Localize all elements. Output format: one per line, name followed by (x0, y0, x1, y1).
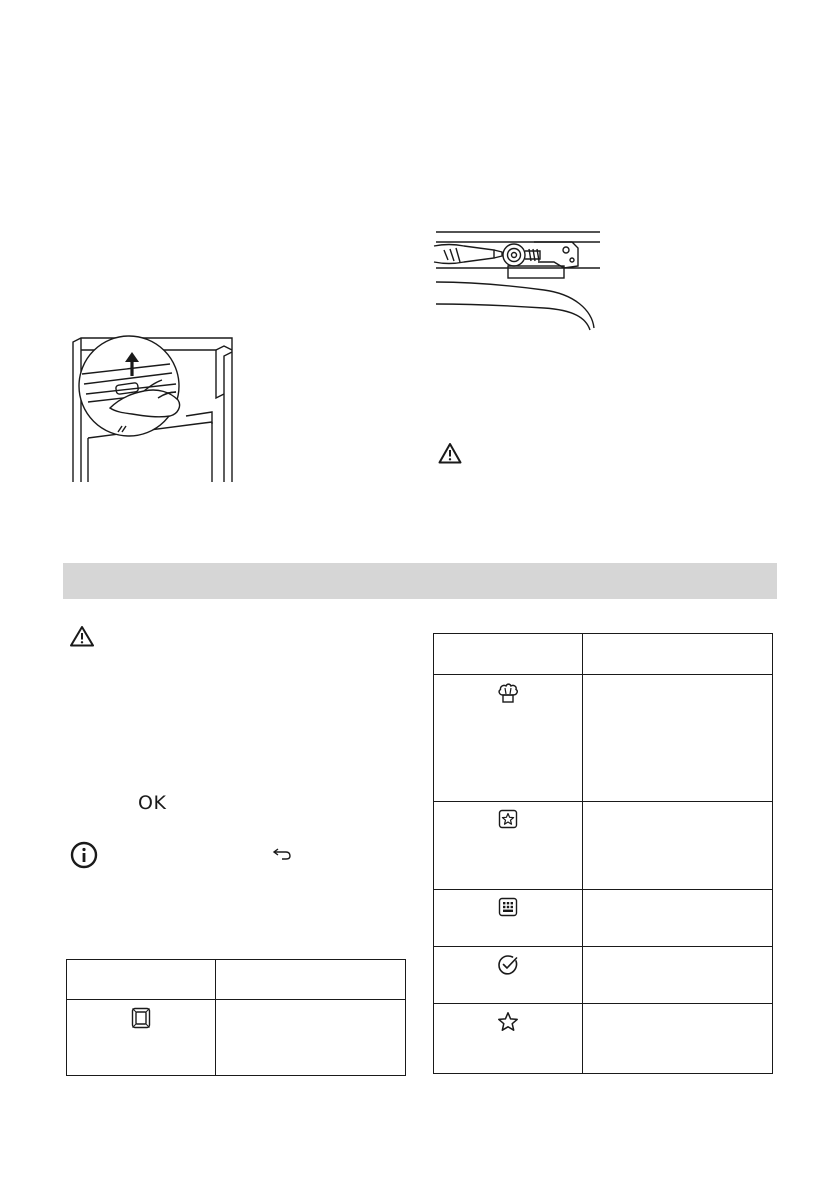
keypad-grid-icon (498, 897, 518, 917)
table-row (434, 947, 773, 1004)
table-cell (583, 1004, 773, 1074)
square-frame-icon (131, 1007, 151, 1029)
table-row (434, 675, 773, 802)
table-cell (583, 947, 773, 1004)
table-row (434, 890, 773, 947)
table-cell (434, 890, 583, 947)
door-handle-illustration (66, 328, 242, 484)
table-header-cell (583, 634, 773, 675)
section-header-bar (63, 563, 777, 599)
table-cell (434, 947, 583, 1004)
table-header-cell (67, 960, 216, 1000)
table-cell (216, 1000, 406, 1076)
table-cell (434, 675, 583, 802)
function-table-left (66, 959, 406, 1076)
table-row (67, 1000, 406, 1076)
table-header-cell (434, 634, 583, 675)
star-in-square-icon (498, 809, 518, 829)
table-cell (434, 802, 583, 890)
ok-button-label: OK (138, 792, 167, 814)
table-header-row (434, 634, 773, 675)
check-circle-icon (497, 954, 519, 976)
table-cell (583, 890, 773, 947)
table-row (434, 1004, 773, 1074)
star-outline-icon (497, 1011, 519, 1033)
table-cell (67, 1000, 216, 1076)
function-table-right (433, 633, 773, 1074)
table-cell (434, 1004, 583, 1074)
back-arrow-icon (272, 846, 292, 862)
warning-triangle-icon (69, 625, 95, 647)
table-row (434, 802, 773, 890)
screwdriver-hinge-illustration (434, 220, 604, 336)
info-circle-icon (70, 841, 98, 869)
chef-hat-icon (497, 682, 519, 704)
warning-triangle-icon (438, 442, 462, 464)
table-header-row (67, 960, 406, 1000)
table-cell (583, 675, 773, 802)
table-cell (583, 802, 773, 890)
table-header-cell (216, 960, 406, 1000)
